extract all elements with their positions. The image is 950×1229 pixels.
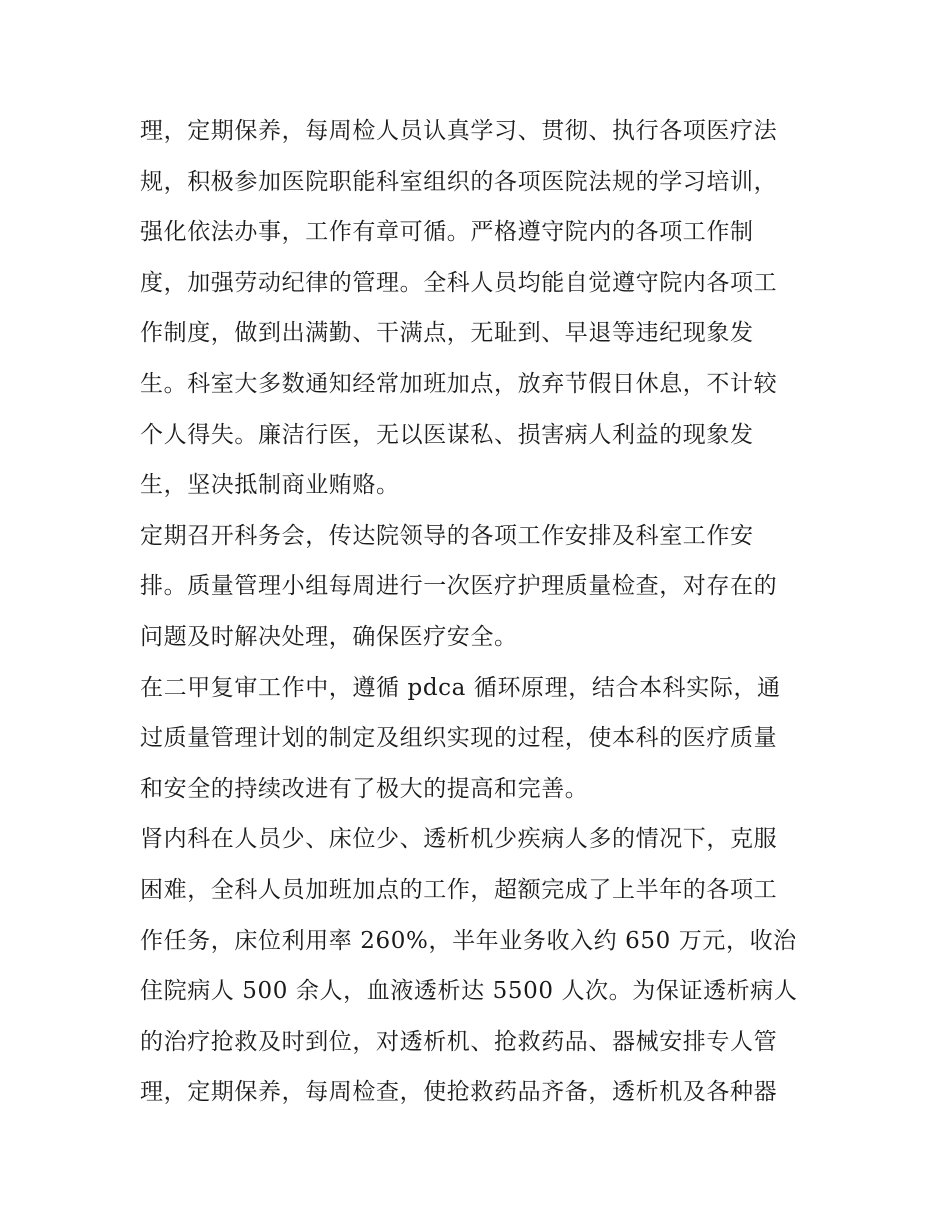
text-line: 度，加强劳动纪律的管理。全科人员均能自觉遵守院内各项工 [140,269,778,296]
text-line: 理，定期保养，每周检查，使抢救药品齐备，透析机及各种器 [140,1079,778,1106]
text-line: 在二甲复审工作中，遵循 pdca 循环原理，结合本科实际，通 [140,674,781,701]
text-line: 困难，全科人员加班加点的工作，超额完成了上半年的各项工 [140,876,778,903]
text-line: 作制度，做到出满勤、干满点，无耻到、早退等违纪现象发 [140,320,754,347]
text-line: 住院病人 500 余人，血液透析达 5500 人次。为保证透析病人 [140,978,798,1005]
text-line: 过质量管理计划的制定及组织实现的过程，使本科的医疗质量 [140,725,778,752]
text-line: 的治疗抢救及时到位，对透析机、抢救药品、器械安排专人管 [140,1028,778,1055]
text-line: 作任务，床位利用率 260%，半年业务收入约 650 万元，收治 [140,927,797,954]
text-line: 强化依法办事，工作有章可循。严格遵守院内的各项工作制 [140,219,754,246]
text-line: 个人得失。廉洁行医，无以医谋私、损害病人利益的现象发 [140,421,754,448]
body-text [140,106,830,1118]
text-line: 问题及时解决处理，确保医疗安全。 [140,623,518,650]
text-line: 理，定期保养，每周检人员认真学习、贯彻、执行各项医疗法 [140,118,778,144]
text-line: 肾内科在人员少、床位少、透析机少疾病人多的情况下，克服 [140,826,778,853]
text-line: 生，坚决抵制商业贿赂。 [140,472,400,499]
text-line: 定期召开科务会，传达院领导的各项工作安排及科室工作安 [140,522,754,549]
text-line: 和安全的持续改进有了极大的提高和完善。 [140,775,589,802]
text-line: 排。质量管理小组每周进行一次医疗护理质量检查，对存在的 [140,573,778,600]
text-line: 规，积极参加医院职能科室组织的各项医院法规的学习培训， [140,168,778,195]
text-line: 生。科室大多数通知经常加班加点，放弃节假日休息，不计较 [140,370,778,397]
